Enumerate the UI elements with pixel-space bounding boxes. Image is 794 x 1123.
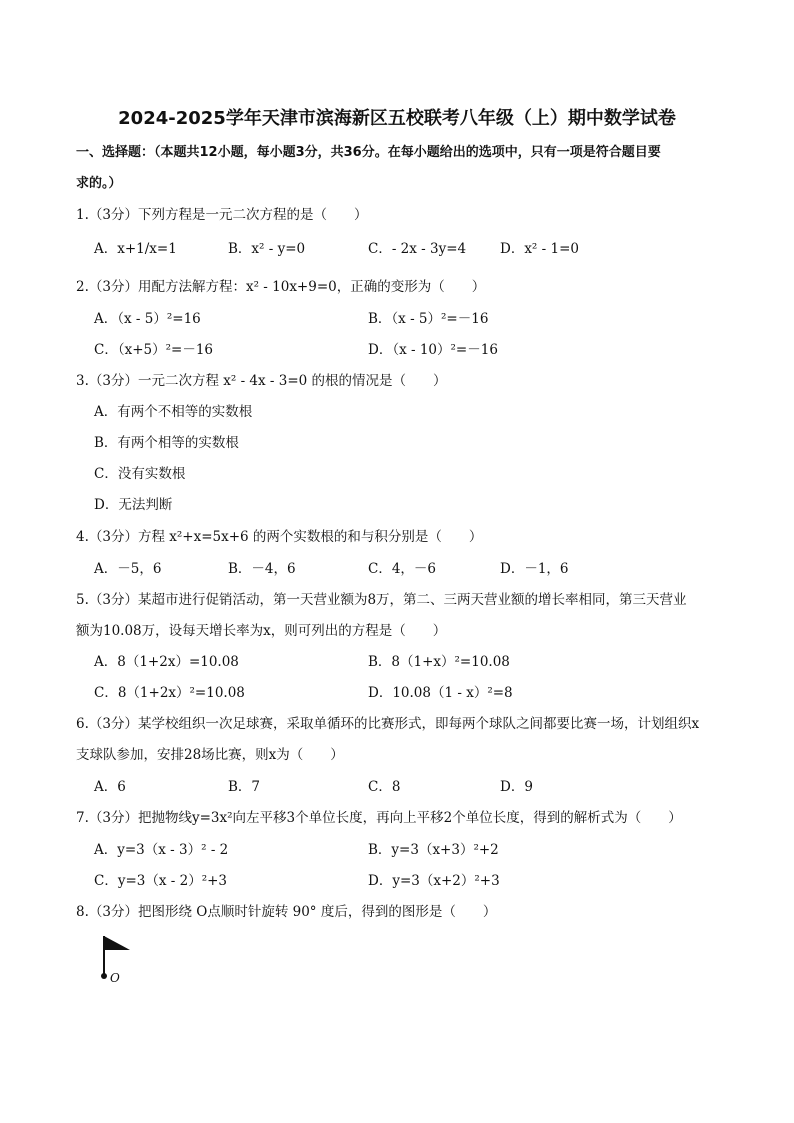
question-1-option-d: D．x² - 1=0	[500, 241, 579, 257]
question-5-option-c: C．8（1+2x）²=10.08	[94, 685, 245, 701]
question-2-option-a: A．（x - 5）²=16	[94, 311, 201, 327]
question-1-option-a: A．x+1/x=1	[94, 241, 177, 257]
question-4-option-d: D．－1，6	[500, 561, 569, 577]
question-4-stem: 4.（3分）方程 x²+x=5x+6 的两个实数根的和与积分别是（ ）	[76, 529, 483, 545]
question-2-option-d: D．（x - 10）²=－16	[368, 342, 498, 358]
question-1-option-b: B．x² - y=0	[228, 241, 306, 257]
flag-banner	[104, 936, 130, 950]
question-6-option-d: D．9	[500, 779, 533, 795]
question-7-option-a: A．y=3（x - 3）² - 2	[94, 842, 229, 858]
question-5-option-d: D．10.08（1 - x）²=8	[368, 685, 513, 701]
question-2-option-b: B．（x - 5）²=－16	[368, 311, 489, 327]
question-3-option-a: A．有两个不相等的实数根	[94, 404, 253, 420]
question-2-option-c: C．（x+5）²=－16	[94, 342, 213, 358]
question-5-stem-line1: 5.（3分）某超市进行促销活动，第一天营业额为8万，第二、三两天营业额的增长率相同，第三天营业	[76, 592, 687, 608]
question-6-option-c: C．8	[368, 779, 401, 795]
question-3-option-b: B．有两个相等的实数根	[94, 435, 239, 451]
question-5-option-b: B．8（1+x）²=10.08	[368, 654, 510, 670]
point-o-label: O	[110, 971, 120, 985]
question-5-option-a: A．8（1+2x）=10.08	[94, 654, 239, 670]
question-3-option-d: D．无法判断	[94, 497, 173, 513]
question-5-stem-line2: 额为10.08万，设每天增长率为x，则可列出的方程是（ ）	[76, 623, 447, 639]
question-6-option-a: A．6	[94, 779, 126, 795]
question-7-option-d: D．y=3（x+2）²+3	[368, 873, 500, 889]
question-4-option-b: B．－4，6	[228, 561, 296, 577]
section-heading-line1: 一、选择题：（本题共12小题，每小题3分，共36分。在每小题给出的选项中，只有一项是符合题目要	[76, 145, 661, 160]
question-1-option-c: C．- 2x - 3y=4	[368, 241, 467, 257]
point-o-dot	[101, 973, 107, 979]
question-4-option-c: C．4，－6	[368, 561, 437, 577]
section-heading-line2: 求的。）	[76, 176, 122, 191]
question-7-stem: 7.（3分）把抛物线y=3x²向左平移3个单位长度，再向上平移2个单位长度，得到的解析式为（ ）	[76, 810, 682, 826]
question-6-stem-line2: 支球队参加，安排28场比赛，则x为（ ）	[76, 747, 344, 763]
question-6-stem-line1: 6.（3分）某学校组织一次足球赛，采取单循环的比赛形式，即每两个球队之间都要比赛一场，计划组织x	[76, 716, 700, 732]
question-3-option-c: C．没有实数根	[94, 466, 186, 482]
question-4-option-a: A．－5，6	[94, 561, 162, 577]
flag-figure	[96, 932, 136, 988]
question-1-stem: 1.（3分）下列方程是一元二次方程的是（ ）	[76, 207, 368, 223]
page-title: 2024-2025学年天津市滨海新区五校联考八年级（上）期中数学试卷	[118, 108, 676, 129]
question-7-option-b: B．y=3（x+3）²+2	[368, 842, 499, 858]
question-8-stem: 8.（3分）把图形绕 O点顺时针旋转 90° 度后，得到的图形是（ ）	[76, 904, 497, 920]
question-6-option-b: B．7	[228, 779, 261, 795]
question-3-stem: 3.（3分）一元二次方程 x² - 4x - 3=0 的根的情况是（ ）	[76, 373, 447, 389]
question-7-option-c: C．y=3（x - 2）²+3	[94, 873, 228, 889]
question-2-stem: 2.（3分）用配方法解方程：x² - 10x+9=0，正确的变形为（ ）	[76, 279, 486, 295]
